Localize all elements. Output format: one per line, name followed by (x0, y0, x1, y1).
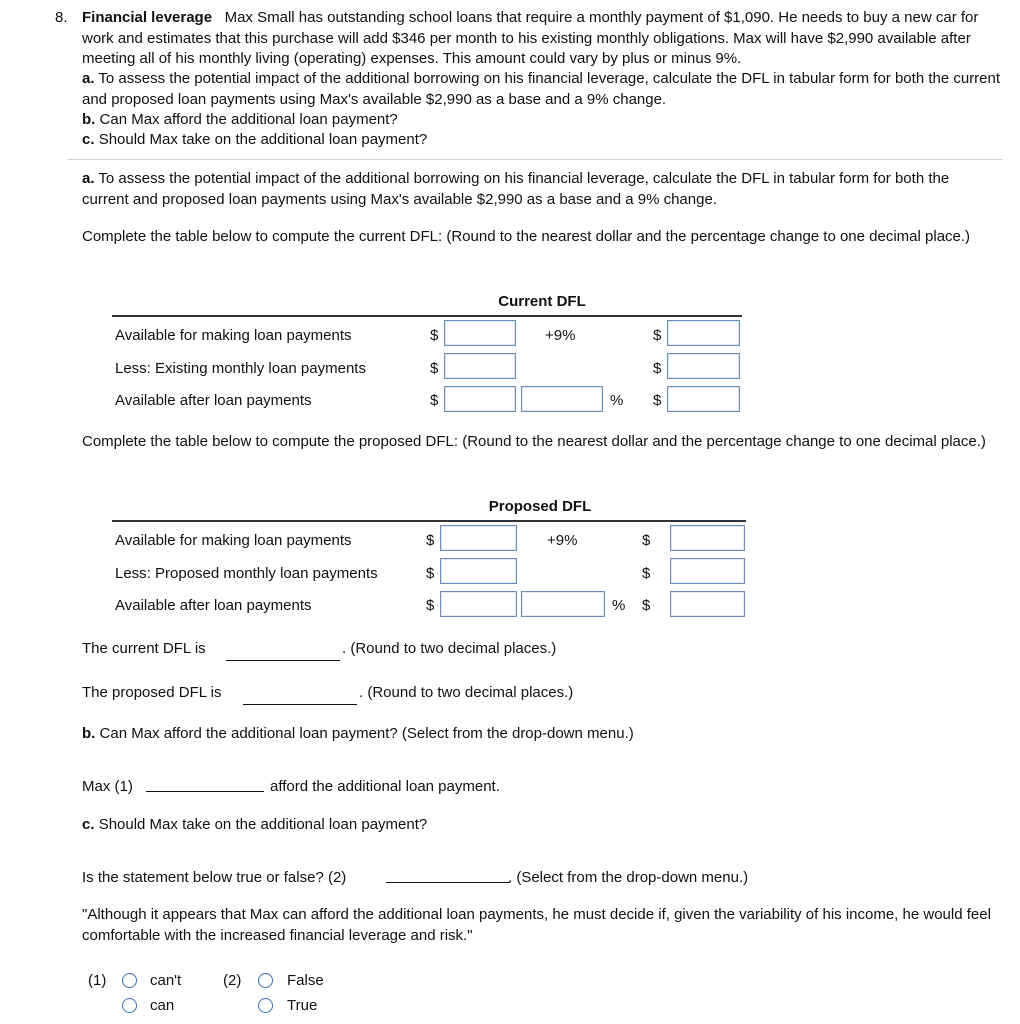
question-part-c: c. Should Max take on the additional loan payment? (82, 131, 428, 148)
currency-symbol: $ (426, 532, 435, 549)
currency-symbol: $ (653, 327, 662, 344)
part-b-text: b. Can Max afford the additional loan payment? (Select from the drop-down menu.) (82, 725, 634, 742)
proposed-table-rule (112, 520, 746, 522)
part-c-text: c. Should Max take on the additional loan payment? (82, 816, 428, 833)
current-row-label: Available for making loan payments (115, 327, 352, 344)
currency-symbol: $ (430, 392, 439, 409)
proposed-dfl-prefix: The proposed DFL is (82, 684, 222, 701)
current-payments-change-input[interactable] (667, 353, 740, 379)
current-table-rule (112, 315, 742, 317)
current-available-base-input[interactable] (444, 320, 516, 346)
option-group-1-label: (1) (88, 972, 107, 989)
percent-symbol: % (610, 392, 624, 409)
current-available-change-input[interactable] (667, 320, 740, 346)
current-dfl-prefix: The current DFL is (82, 640, 206, 657)
proposed-after-change-input[interactable] (670, 591, 745, 617)
current-percent-change-input[interactable] (521, 386, 603, 412)
part-b-sentence-prefix: Max (1) (82, 778, 133, 795)
currency-symbol: $ (426, 597, 435, 614)
currency-symbol: $ (653, 392, 662, 409)
question-text (82, 8, 1002, 70)
option-can[interactable]: can (150, 997, 175, 1014)
proposed-available-change-input[interactable] (670, 525, 745, 551)
currency-symbol: $ (426, 565, 435, 582)
proposed-table-title: Proposed DFL (488, 498, 592, 515)
question-part-b: b. Can Max afford the additional loan payment? (82, 111, 398, 128)
currency-symbol: $ (642, 565, 651, 582)
current-table-title: Current DFL (498, 293, 586, 310)
radio-true[interactable] (258, 998, 273, 1013)
round-note: . (Round to two decimal places.) (342, 640, 557, 657)
current-dfl-input[interactable] (226, 659, 340, 661)
radio-false[interactable] (258, 973, 273, 988)
statement: "Although it appears that Max can afford the additional loan payments, he must decide if, given the variability of his income, he would feel comfortable with the increased financial leverage and risk." (82, 906, 991, 944)
change-label: +9% (547, 532, 578, 549)
proposed-payments-base-input[interactable] (440, 558, 517, 584)
current-row-label: Available after loan payments (115, 392, 312, 409)
dropdown-1[interactable] (146, 790, 264, 792)
option-cant[interactable]: can't (150, 972, 182, 989)
option-false[interactable]: False (287, 972, 324, 989)
current-payments-base-input[interactable] (444, 353, 516, 379)
current-instruction: Complete the table below to compute the current DFL: (Round to the nearest dollar and the percentage change to one decimal place.) (82, 228, 971, 245)
currency-symbol: $ (642, 532, 651, 549)
current-after-base-input[interactable] (444, 386, 516, 412)
proposed-row-label: Available after loan payments (115, 597, 312, 614)
change-label: +9% (545, 327, 576, 344)
proposed-instruction: Complete the table below to compute the proposed DFL: (Round to the nearest dollar and the percentage change to one decimal place.) (82, 433, 986, 450)
question-title: Financial leverage (82, 9, 213, 26)
proposed-dfl-input[interactable] (243, 703, 357, 705)
section-divider (68, 159, 1002, 160)
current-after-change-input[interactable] (667, 386, 740, 412)
proposed-percent-change-input[interactable] (521, 591, 605, 617)
proposed-row-label: Available for making loan payments (115, 532, 352, 549)
tf-prefix: Is the statement below true or false? (2) (82, 869, 347, 886)
currency-symbol: $ (430, 360, 439, 377)
question-number: 8. (55, 9, 68, 26)
proposed-after-base-input[interactable] (440, 591, 517, 617)
proposed-row-label: Less: Proposed monthly loan payments (115, 565, 378, 582)
question-intro: Max Small has outstanding school loans that require a monthly payment of $1,090. He needs to buy a new car for work and estimates that this purchase will add $346 per month to his existing monthly obligations. Max will have $2,990 available after meeting all of his monthly living (operating) expenses. This amount could vary by plus or minus 9%. (82, 9, 979, 67)
current-row-label: Less: Existing monthly loan payments (115, 360, 366, 377)
proposed-payments-change-input[interactable] (670, 558, 745, 584)
currency-symbol: $ (653, 360, 662, 377)
currency-symbol: $ (642, 597, 651, 614)
part-b-sentence-suffix: afford the additional loan payment. (270, 778, 500, 795)
radio-can[interactable] (122, 998, 137, 1013)
currency-symbol: $ (430, 327, 439, 344)
option-true[interactable]: True (287, 997, 318, 1014)
radio-cant[interactable] (122, 973, 137, 988)
part-a-text: a. To assess the potential impact of the additional borrowing on his financial leverage, calculate the DFL in tabular form for both the current and proposed loan payments using Max's available $2,990 as a base and a 9% change. (82, 170, 950, 208)
tf-suffix: . (Select from the drop-down menu.) (508, 869, 749, 886)
round-note: . (Round to two decimal places.) (359, 684, 574, 701)
question-part-a: a. To assess the potential impact of the additional borrowing on his financial leverage, calculate the DFL in tabular form for both the current and proposed loan payments using Max's available $2,990 as a base and a 9% change. (82, 70, 1001, 108)
proposed-available-base-input[interactable] (440, 525, 517, 551)
percent-symbol: % (612, 597, 626, 614)
option-group-2-label: (2) (223, 972, 242, 989)
dropdown-2[interactable] (386, 881, 510, 883)
